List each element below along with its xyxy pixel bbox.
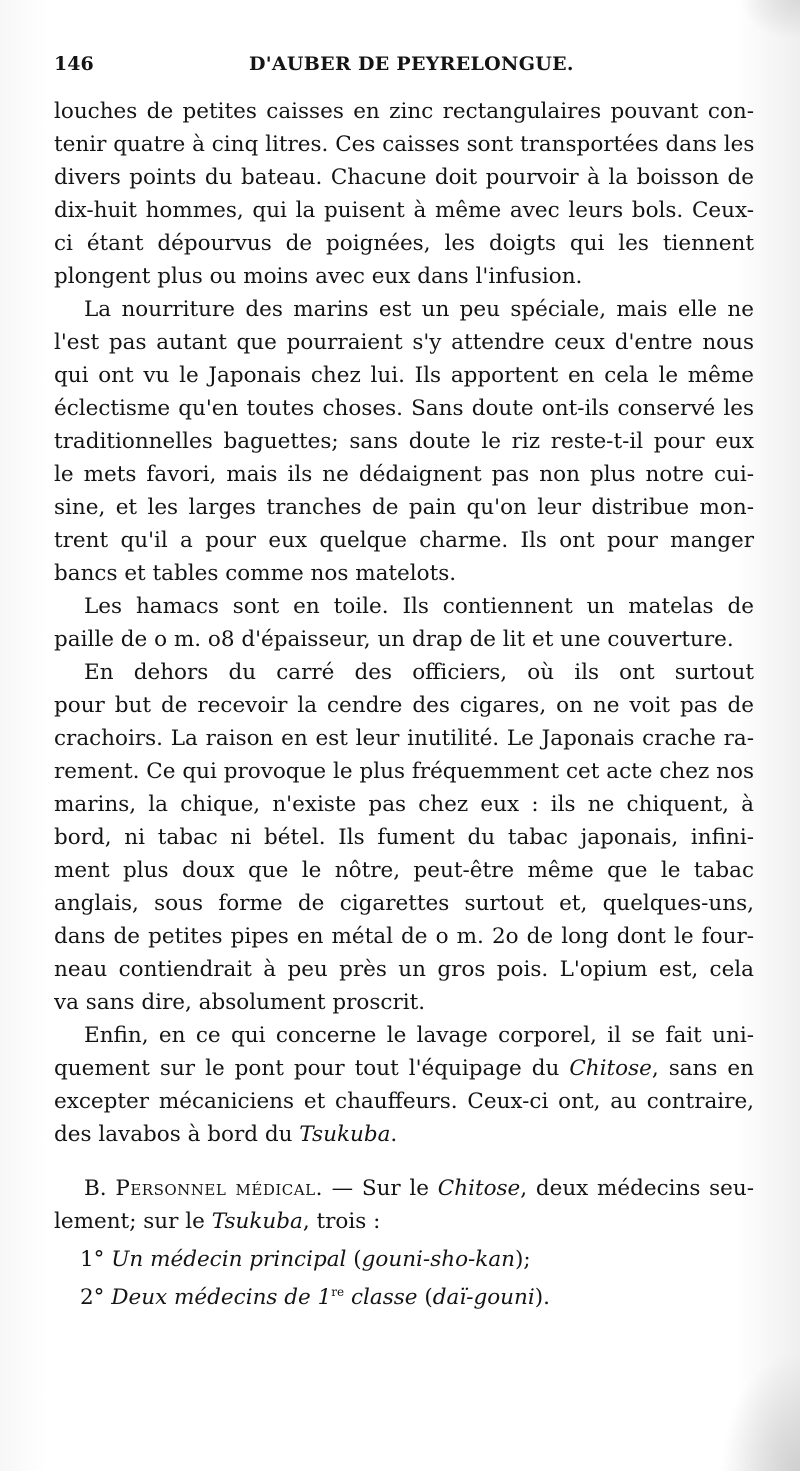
text-run: excepter mécaniciens et chauffeurs. Ceux-ci ont, au contraire, bbox=[54, 1089, 754, 1114]
text-line: trent qu'il a pour eux quelque charme. Ils ont pour manger bbox=[54, 528, 754, 553]
list-text: classe bbox=[344, 1285, 418, 1310]
text-line bbox=[84, 1019, 754, 1052]
paren: ); bbox=[514, 1247, 531, 1272]
section-title: Personnel médical. bbox=[115, 1176, 323, 1201]
ship-name: Tsukuba bbox=[299, 1122, 391, 1147]
text-line: En dehors du carré des officiers, où ils ont surtout bbox=[84, 660, 754, 685]
section-dash: — bbox=[322, 1176, 362, 1201]
list-text: Un médecin principal bbox=[111, 1247, 347, 1272]
japanese-term: daï-gouni bbox=[432, 1285, 535, 1310]
text-line: va sans dire, absolument proscrit. bbox=[54, 990, 426, 1015]
ship-name: Chitose bbox=[437, 1176, 521, 1201]
list-number: 2° bbox=[80, 1285, 105, 1310]
text-line: l'est pas autant que pourraient s'y attendre ceux d'entre nous bbox=[54, 330, 754, 355]
text-line: bord, ni tabac ni bétel. Ils fument du tabac japonais, infini- bbox=[54, 825, 754, 850]
text-run: quement sur le pont pour tout l'équipage du bbox=[54, 1056, 570, 1081]
text-line: le mets favori, mais ils ne dédaignent pas non plus notre cui- bbox=[54, 462, 754, 487]
text-line: marins, la chique, n'existe pas chez eux : ils ne chiquent, à bbox=[54, 792, 754, 817]
text-line: sine, et les larges tranches de pain qu'on leur distribue mon- bbox=[54, 495, 754, 520]
text-line: crachoirs. La raison en est leur inutilité. Le Japonais crache ra- bbox=[54, 726, 754, 751]
japanese-term: gouni-sho-kan bbox=[361, 1247, 515, 1272]
text-run: , sans en bbox=[651, 1056, 754, 1081]
text-line: anglais, sous forme de cigarettes surtout et, quelques-uns, bbox=[54, 891, 754, 916]
ship-name: Tsukuba bbox=[211, 1209, 303, 1234]
text-line: ci étant dépourvus de poignées, les doigts qui les tiennent bbox=[54, 231, 754, 256]
text-line: La nourriture des marins est un peu spéciale, mais elle ne bbox=[84, 297, 754, 322]
list-text: Deux médecins de 1 bbox=[111, 1285, 332, 1310]
section-label: B. bbox=[84, 1176, 107, 1201]
text-line: qui ont vu le Japonais chez lui. Ils apportent en cela le même bbox=[54, 363, 754, 388]
text-line: divers points du bateau. Chacune doit pourvoir à la boisson de bbox=[54, 165, 754, 190]
section-heading-line bbox=[84, 1172, 754, 1205]
text-line: dans de petites pipes en métal de o m. 2o de long dont le four- bbox=[54, 924, 754, 949]
text-line: Les hamacs sont en toile. Ils contiennent un matelas de bbox=[84, 594, 754, 619]
list-number: 1° bbox=[80, 1247, 105, 1272]
text-line: rement. Ce qui provoque le plus fréquemment cet acte chez nos bbox=[54, 759, 754, 784]
text-run: , trois : bbox=[302, 1209, 381, 1234]
text-run: , deux médecins seu- bbox=[520, 1176, 755, 1201]
text-line: dix-huit hommes, qui la puisent à même avec leurs bols. Ceux- bbox=[54, 198, 754, 223]
list-item bbox=[80, 1243, 740, 1276]
list-item bbox=[80, 1281, 740, 1314]
text-line bbox=[54, 1085, 754, 1118]
text-line: ment plus doux que le nôtre, peut-être même que le tabac bbox=[54, 858, 754, 883]
text-line: traditionnelles baguettes; sans doute le riz reste-t-il pour eux bbox=[54, 429, 754, 454]
text-run: des lavabos à bord du bbox=[54, 1122, 300, 1147]
text-run: . bbox=[390, 1122, 398, 1147]
text-line: pour but de recevoir la cendre des cigares, on ne voit pas de bbox=[54, 693, 754, 718]
text-line: louches de petites caisses en zinc rectangulaires pouvant con- bbox=[54, 99, 754, 124]
paren: ( bbox=[346, 1247, 362, 1272]
text-run: lement; sur le bbox=[54, 1209, 212, 1234]
running-title: D'AUBER DE PEYRELONGUE. bbox=[249, 53, 574, 75]
paren: ( bbox=[417, 1285, 433, 1310]
superscript: re bbox=[331, 1284, 345, 1299]
text-line bbox=[54, 1118, 754, 1151]
text-run: Sur le bbox=[361, 1176, 438, 1201]
text-line bbox=[54, 1205, 754, 1238]
text-line: plongent plus ou moins avec eux dans l'infusion. bbox=[54, 264, 583, 289]
paren: ). bbox=[534, 1285, 550, 1310]
page-header bbox=[54, 46, 756, 82]
text-line: éclectisme qu'en toutes choses. Sans doute ont-ils conservé les bbox=[54, 396, 754, 421]
ship-name: Chitose bbox=[569, 1056, 652, 1081]
text-run: Enfin, en ce qui concerne le lavage corporel, il se fait uni- bbox=[84, 1023, 754, 1048]
text-line: tenir quatre à cinq litres. Ces caisses sont transportées dans les bbox=[54, 132, 755, 157]
text-line: neau contiendrait à peu près un gros pois. L'opium est, cela bbox=[54, 957, 754, 982]
text-line: paille de o m. o8 d'épaisseur, un drap de lit et une couverture. bbox=[54, 627, 734, 652]
text-line: bancs et tables comme nos matelots. bbox=[54, 561, 457, 586]
text-line bbox=[54, 1052, 754, 1085]
page-number: 146 bbox=[54, 53, 94, 75]
page-stain bbox=[720, 1351, 800, 1471]
page-stain bbox=[740, 0, 800, 40]
